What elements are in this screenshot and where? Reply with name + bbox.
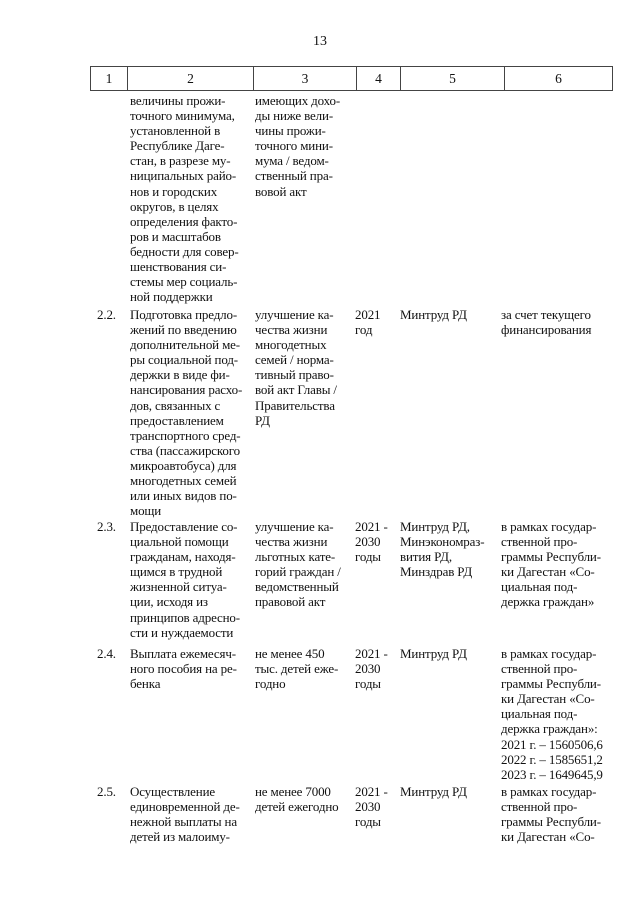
header-col-3: 3	[254, 67, 357, 90]
row-number: 2.4.	[97, 646, 116, 661]
header-col-2: 2	[128, 67, 254, 90]
measure-text: Выплата ежемесяч- ного пособия на ре- бенка	[130, 646, 237, 692]
row-number: 2.3.	[97, 519, 116, 534]
page-number: 13	[313, 34, 327, 49]
executor-text: Минтруд РД	[400, 307, 467, 322]
term-text: 2021 - 2030 годы	[355, 519, 388, 565]
row-number: 2.5.	[97, 784, 116, 799]
funding-text: в рамках государ- ственной про- граммы Республи- ки Дагестан «Со- циальная под- держка граждан»: 2021 г. – 1560506,6 2022 г. – 1585651,2 2023 г. – 1649645,9	[501, 646, 603, 782]
executor-text: Минтруд РД	[400, 784, 467, 799]
result-text: улучшение ка- чества жизни многодетных семей / норма- тивный право- вой акт Главы / Правительства РД	[255, 307, 337, 428]
table-header	[90, 66, 613, 91]
funding-text: за счет текущего финансирования	[501, 307, 592, 338]
term-text: 2021 - 2030 годы	[355, 646, 388, 692]
term-text: 2021 - 2030 годы	[355, 784, 388, 830]
result-text: имеющих дохо- ды ниже вели- чины прожи- точного мини- мума / ведом- ственный пра- вовой акт	[255, 93, 341, 199]
measure-text: Предоставление со- циальной помощи гражданам, находя- щимся в трудной жизненной ситуа- ции, исходя из принципов адресно- сти и нуждаемости	[130, 519, 240, 640]
funding-text: в рамках государ- ственной про- граммы Республи- ки Дагестан «Со- циальная под- держка граждан»	[501, 519, 601, 610]
header-col-1: 1	[91, 67, 128, 90]
result-text: не менее 450 тыс. детей еже- годно	[255, 646, 339, 692]
result-text: не менее 7000 детей ежегодно	[255, 784, 339, 815]
header-col-4: 4	[357, 67, 401, 90]
header-col-6: 6	[555, 71, 562, 86]
funding-text: в рамках государ- ственной про- граммы Республи- ки Дагестан «Со-	[501, 784, 601, 845]
measure-text: Подготовка предло- жений по введению дополнительной ме- ры социальной под- держки в виде фи- нансирования расхо- дов, связанных с предоставлением транспортного сред- ства (пассажирского микроавтобуса) для многодетных семей или иных видов по- мощи	[130, 307, 243, 519]
measure-text: Осуществление единовременной де- нежной выплаты на детей из малоиму-	[130, 784, 240, 845]
result-text: улучшение ка- чества жизни льготных кате- горий граждан / ведомственный правовой акт	[255, 519, 341, 610]
executor-text: Минтруд РД, Минэкономраз- вития РД, Минздрав РД	[400, 519, 485, 580]
executor-text: Минтруд РД	[400, 646, 467, 661]
row-number: 2.2.	[97, 307, 116, 322]
measure-text: величины прожи- точного минимума, установленной в Республике Даге- стан, в разрезе му- ниципальных райо- нов и городских округов, в целях определения факто- ров и масштабов бедности для совер- шенствования си- стемы мер социаль- ной поддержки	[130, 93, 239, 305]
term-text: 2021 год	[355, 307, 381, 338]
header-col-5: 5	[401, 67, 505, 90]
